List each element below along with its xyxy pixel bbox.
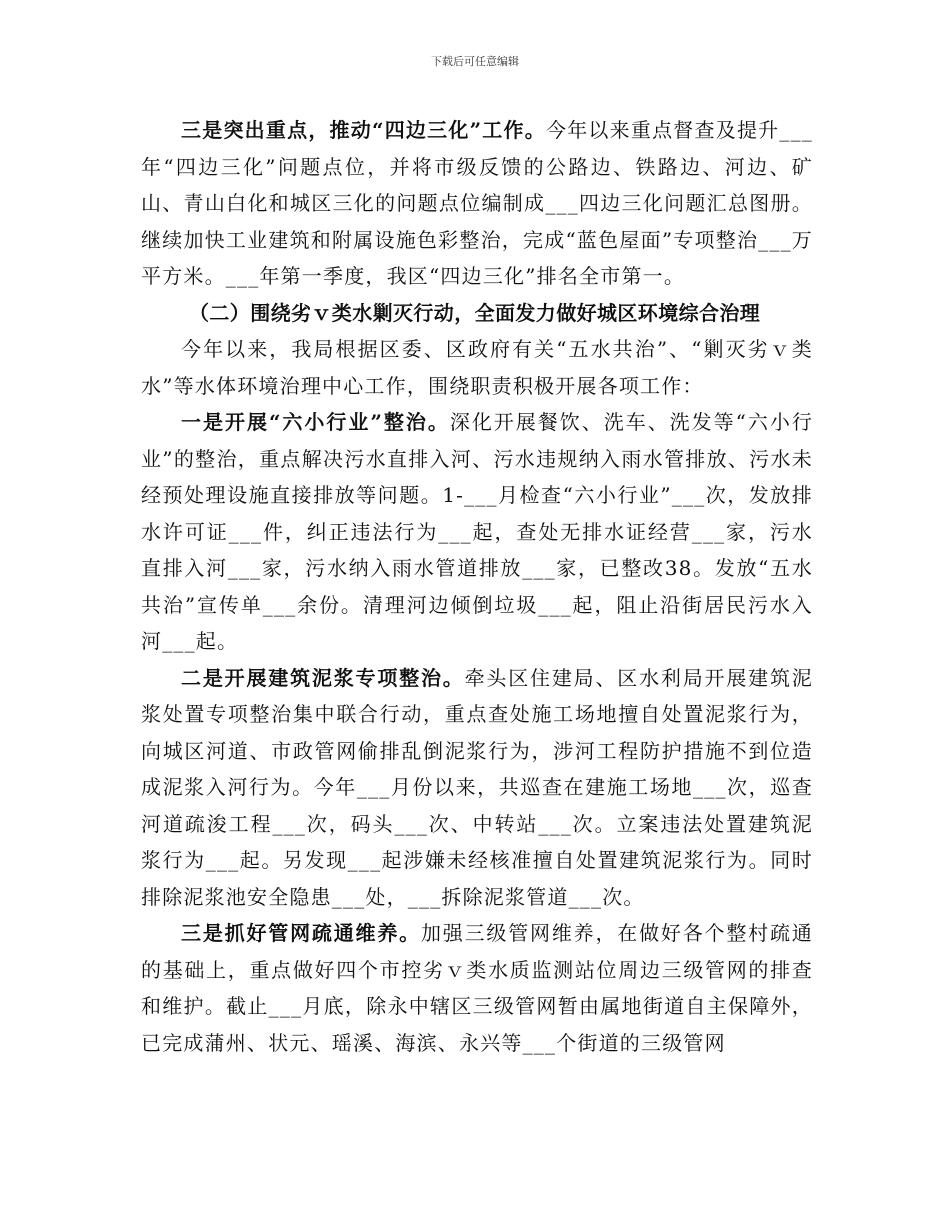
paragraph-text: 加强三级管网维养，在做好各个整村疏通的基础上，重点做好四个市控劣ｖ类水质监测站位周边三级管网的排查和维护。截止___月底，除永中辖区三级管网暂由属地街道自主保障外，已完成蒲州、状元、瑶溪、海滨、永兴等___个街道的三级管网 — [141, 921, 813, 1055]
paragraph-lead: 三是突出重点，推动“四边三化”工作。 — [181, 118, 546, 142]
paragraph-text: 今年以来重点督查及提升___年“四边三化”问题点位，并将市级反馈的公路边、铁路边、河边、矿山、青山白化和城区三化的问题点位编制成___四边三化问题汇总图册。继续加快工业建筑和附属设施色彩整治，完成“蓝色屋面”专项整治___万平方米。___年第一季度，我区“四边三化”排名全市第一。 — [141, 118, 813, 288]
paragraph-intro — [141, 331, 813, 404]
paragraph-text: 今年以来，我局根据区委、区政府有关“五水共治”、“剿灭劣ｖ类水”等水体环境治理中心工作，围绕职责积极开展各项工作： — [141, 337, 813, 398]
paragraph-text: 深化开展餐饮、洗车、洗发等“六小行业”的整治，重点解决污水直排入河、污水违规纳入雨水管排放、污水未经预处理设施直接排放等问题。1-___月检查“六小行业”___次，发放排水许可证___件，纠正违法行为___起，查处无排水证经营___家，污水直排入河___家，污水纳入雨水管道排放___家，已整改38。发放“五水共治”宣传单___余份。清理河边倾倒垃圾___起，阻止沿街居民污水入河___起。 — [141, 410, 814, 653]
paragraph-jianzhu-nijiang — [141, 660, 813, 916]
page-header: 下载后可任意编辑 — [431, 55, 519, 68]
paragraph-text: 牵头区住建局、区水利局开展建筑泥浆处置专项整治集中联合行动，重点查处施工场地擅自处置泥浆行为，向城区河道、市政管网偷排乱倒泥浆行为，涉河工程防护措施不到位造成泥浆入河行为。今年___月份以来，共巡查在建施工场地___次，巡查河道疏浚工程___次，码头___次、中转站___次。立案违法处置建筑泥浆行为___起。另发现___起涉嫌未经核准擅自处置建筑泥浆行为。同时排除泥浆池安全隐患___处，___拆除泥浆管道___次。 — [141, 665, 814, 909]
paragraph-guanwang-shutong — [141, 915, 813, 1061]
document-body — [141, 112, 813, 1061]
paragraph-lead: 一是开展“六小行业”整治。 — [181, 410, 450, 434]
section-heading-2: （二）围绕劣ｖ类水剿灭行动，全面发力做好城区环境综合治理 — [189, 300, 761, 325]
paragraph-sibian-sanhua — [141, 112, 813, 295]
paragraph-lead: 二是开展建筑泥浆专项整治。 — [181, 665, 465, 690]
paragraph-lead: 三是抓好管网疏通维养。 — [181, 921, 421, 945]
paragraph-liuxiao-hangye — [141, 404, 813, 660]
